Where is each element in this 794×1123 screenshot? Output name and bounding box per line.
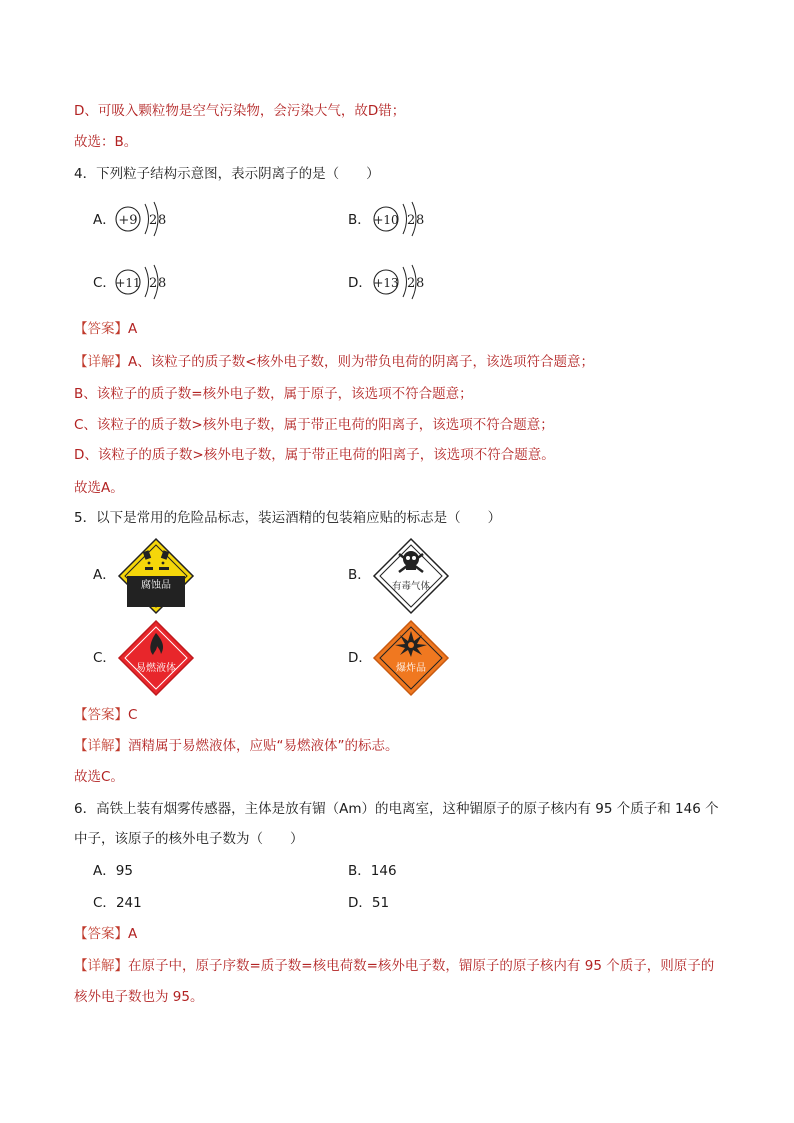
q4-option-b-diagram [372,199,432,241]
q5-c-label: 易燃液体 [136,663,176,674]
q6-option-c-letter: C． [93,895,116,911]
q5-option-d-letter: D． [348,650,372,666]
q4-d-nucleus: +13 [373,276,399,290]
q4-option-c-letter: C． [93,275,116,291]
q4-c-nucleus: +11 [115,276,141,290]
q4-a-nucleus: +9 [118,213,138,228]
q6-option-b-letter: B． [348,863,371,879]
q5-answer-tag: 【答案】 [74,707,128,723]
q4-detail-a: A、该粒子的质子数<核外电子数，则为带负电荷的阴离子，该选项符合题意； [128,354,595,370]
q5-b-label: 有毒气体 [391,581,431,592]
prev-detail-d: D、可吸入颗粒物是空气污染物，会污染大气，故D错； [74,103,406,119]
q4-a-shell-2: 8 [158,213,167,228]
q4-option-a-letter: A． [93,212,116,228]
q4-a-shell-1: 2 [149,213,158,228]
q4-answer-tag: 【答案】 [74,321,128,337]
q6-answer-tag: 【答案】 [74,926,128,942]
q6-stem-line-2: 中子，该原子的核外电子数为（ ） [74,831,304,847]
q5-option-a-letter: A． [93,567,116,583]
q6-detail-2: 核外电子数也为 95。 [74,989,204,1005]
q4-detail-line [74,353,594,371]
q6-option-d [348,894,389,912]
q5-sign-flammable-liquid [117,619,195,697]
q4-option-a-diagram [114,199,174,241]
q5-detail-line [74,737,399,755]
q4-answer: A [128,321,138,337]
q6-option-a-letter: A． [93,863,116,879]
q5-d-label: 爆炸品 [396,663,426,674]
q4-option-c-diagram [114,262,174,304]
q6-option-a-value: 95 [115,863,133,879]
q4-b-nucleus: +10 [373,213,399,227]
q6-option-b-value: 146 [370,863,397,879]
q4-answer-line [74,320,137,338]
q4-conclusion: 故选A。 [74,480,124,496]
q4-option-d-letter: D． [348,275,372,291]
q6-option-b [348,862,397,880]
q6-option-a [93,862,133,880]
q6-detail-1: 在原子中，原子序数=质子数=核电荷数=核外电子数，镅原子的原子核内有 95 个质子，则原子的 [128,958,715,974]
q4-c-shell-1: 2 [149,276,158,291]
q4-d-shell-2: 8 [416,276,425,291]
q4-b-shell-1: 2 [407,213,416,228]
q5-sign-corrosive [117,537,195,615]
q4-detail-tag: 【详解】 [74,354,128,370]
q4-option-d-diagram [372,262,432,304]
q5-sign-explosive [372,619,450,697]
q5-answer-line [74,706,137,724]
q6-stem-line-1: 6．高铁上装有烟雾传感器，主体是放有镅（Am）的电离室，这种镅原子的原子核内有 95 个质子和 146 个 [74,801,719,817]
q6-option-d-letter: D． [348,895,372,911]
q4-c-shell-2: 8 [158,276,167,291]
q5-answer: C [128,707,138,723]
q6-detail-line [74,957,714,975]
q4-d-shell-1: 2 [407,276,416,291]
q4-detail-d: D、该粒子的质子数>核外电子数，属于带正电荷的阳离子，该选项不符合题意。 [74,447,555,463]
q4-b-shell-2: 8 [416,213,425,228]
q6-option-c-value: 241 [115,895,142,911]
q5-conclusion: 故选C。 [74,769,124,785]
q6-option-d-value: 51 [371,895,390,911]
q4-stem: 4．下列粒子结构示意图，表示阴离子的是（ ） [74,166,380,182]
q6-detail-tag: 【详解】 [74,958,128,974]
q5-option-c-letter: C． [93,650,116,666]
q4-option-b-letter: B． [348,212,371,228]
q5-sign-toxic-gas [372,537,450,615]
q6-option-c [93,894,142,912]
q5-option-b-letter: B． [348,567,371,583]
q5-detail-tag: 【详解】 [74,738,128,754]
prev-conclusion: 故选：B。 [74,134,138,150]
q6-answer-line [74,925,137,943]
q4-detail-c: C、该粒子的质子数>核外电子数，属于带正电荷的阳离子，该选项不符合题意； [74,417,554,433]
q6-answer: A [128,926,138,942]
q5-stem: 5．以下是常用的危险品标志，装运酒精的包装箱应贴的标志是（ ） [74,510,502,526]
q5-a-label: 腐蚀品 [141,580,171,591]
q5-detail: 酒精属于易燃液体，应贴“易燃液体”的标志。 [128,738,399,754]
q4-detail-b: B、该粒子的质子数=核外电子数，属于原子，该选项不符合题意； [74,386,473,402]
